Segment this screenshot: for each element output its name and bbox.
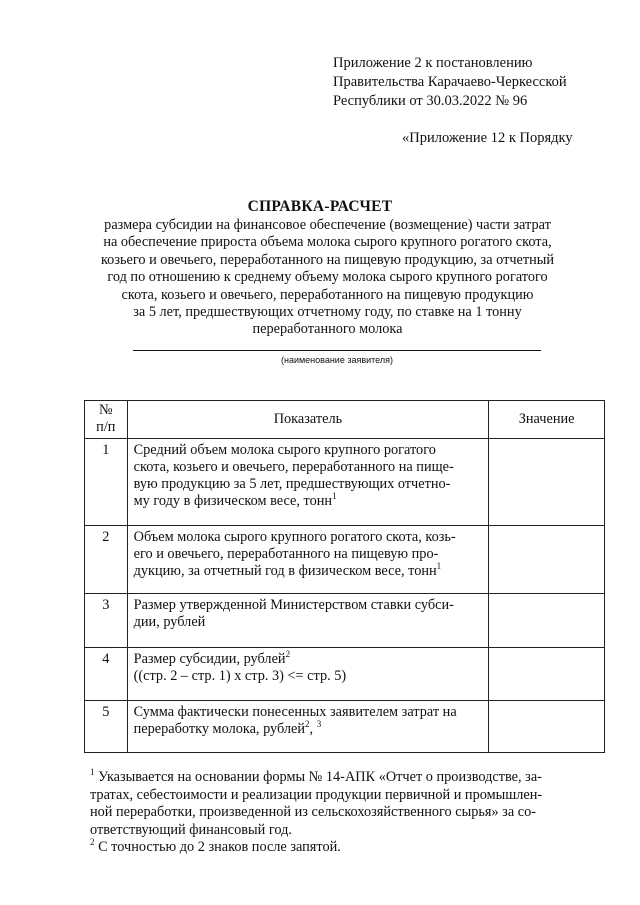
indicator-text: дукцию, за отчетный год в физическом весе, тонн <box>133 563 437 580</box>
row-value-cell[interactable] <box>489 647 605 700</box>
table-row <box>85 593 605 647</box>
footnote-text: Указывается на основании формы № 14-АПК «Отчет о производстве, за- <box>94 769 542 785</box>
footnote-1-line: ной переработки, произведенной из сельскохозяйственного сырья» за со- <box>90 804 537 821</box>
header-num <box>85 401 128 439</box>
header-line-1: Приложение 2 к постановлению <box>333 55 533 71</box>
footnote-1-line: тратах, себестоимости и реализации продукции первичной и промышлен- <box>90 786 543 803</box>
footnote-2-line <box>90 839 612 857</box>
indicator-line <box>133 648 484 668</box>
row-indicator <box>127 525 489 593</box>
row-number: 2 <box>85 525 128 593</box>
subtitle-line: размера субсидии на финансовое обеспечение (возмещение) части затрат <box>104 217 551 233</box>
applicant-caption: (наименование заявителя) <box>280 355 394 365</box>
row-number: 3 <box>85 593 128 647</box>
indicator-line: дии, рублей <box>133 613 206 630</box>
indicator-text: переработку молока, рублей <box>133 720 306 737</box>
footnote-mark: 2 <box>90 837 95 848</box>
indicator-text: Размер субсидии, рублей <box>133 650 286 667</box>
header-value: Значение <box>489 401 605 439</box>
subtitle-line: скота, козьего и овечьего, переработанного на пищевую продукцию <box>121 286 534 303</box>
calculation-table <box>84 400 605 753</box>
header-num-line1: № <box>98 402 113 418</box>
footnote-ref: 1 <box>332 491 337 502</box>
row-number: 5 <box>85 700 128 752</box>
indicator-line: Объем молока сырого крупного рогатого скота, козь- <box>133 528 456 545</box>
indicator-line: вую продукцию за 5 лет, предшествующих отчетно- <box>133 476 451 493</box>
document-header <box>333 54 623 111</box>
header-num-line2: п/п <box>96 419 116 436</box>
indicator-line <box>134 493 484 510</box>
row-value-cell[interactable] <box>489 525 605 593</box>
indicator-line <box>134 721 484 738</box>
appendix-reference: «Приложение 12 к Порядку <box>402 130 573 146</box>
header-line-2: Правительства Карачаево-Черкесской <box>333 74 567 90</box>
subtitle <box>60 217 595 339</box>
subtitle-line: за 5 лет, предшествующих отчетному году, по ставке на 1 тонну <box>133 304 522 321</box>
indicator-line: скота, козьего и овечьего, переработанного на пище- <box>133 458 454 475</box>
row-indicator <box>127 647 489 700</box>
row-value-cell[interactable] <box>489 593 605 647</box>
row-indicator <box>127 593 489 647</box>
row-indicator <box>127 700 489 752</box>
table-row <box>85 525 605 593</box>
indicator-line: ((стр. 2 – стр. 1) х стр. 3) <= стр. 5) <box>133 667 347 684</box>
footnote-mark: 1 <box>90 767 95 778</box>
table-row <box>85 438 605 525</box>
table-row <box>85 647 605 700</box>
footnote-ref: 3 <box>316 719 322 730</box>
row-value-cell[interactable] <box>489 438 605 525</box>
row-indicator <box>127 438 489 525</box>
footnote-text: С точностью до 2 знаков после запятой. <box>94 839 341 856</box>
table-row <box>85 700 605 752</box>
footnote-ref: 1 <box>436 561 442 572</box>
footnote-1-line: ответствующий финансовый год. <box>90 821 292 838</box>
indicator-line: его и овечьего, переработанного на пищевую про- <box>133 545 439 562</box>
footnote-1-line <box>90 769 612 787</box>
applicant-name-line[interactable] <box>133 350 541 351</box>
table-header-row <box>85 401 605 439</box>
row-number: 1 <box>85 438 128 525</box>
subtitle-line: год по отношению к среднему объему молока сырого крупного рогатого <box>107 269 548 286</box>
subtitle-line: козьего и овечьего, переработанного на пищевую продукцию, за отчетный <box>100 251 555 268</box>
indicator-line <box>134 563 484 580</box>
footnote-ref: 2 <box>285 648 291 659</box>
footnote-ref: 2 <box>305 719 310 730</box>
subtitle-line: на обеспечение прироста объема молока сырого крупного рогатого скота, <box>103 234 552 251</box>
subtitle-line: переработанного молока <box>252 321 403 338</box>
indicator-line: Сумма фактически понесенных заявителем затрат на <box>133 703 457 720</box>
header-indicator: Показатель <box>127 401 489 439</box>
indicator-line: Средний объем молока сырого крупного рогатого <box>133 441 436 458</box>
indicator-text: му году в физическом весе, тонн <box>133 493 333 510</box>
row-number: 4 <box>85 647 128 700</box>
row-value-cell[interactable] <box>489 700 605 752</box>
footnote-separator: , <box>309 720 317 737</box>
header-line-3: Республики от 30.03.2022 № 96 <box>333 93 528 109</box>
indicator-line: Размер утвержденной Министерством ставки субси- <box>133 596 454 613</box>
footnotes <box>90 769 612 857</box>
page-title: СПРАВКА-РАСЧЕТ <box>247 198 393 215</box>
